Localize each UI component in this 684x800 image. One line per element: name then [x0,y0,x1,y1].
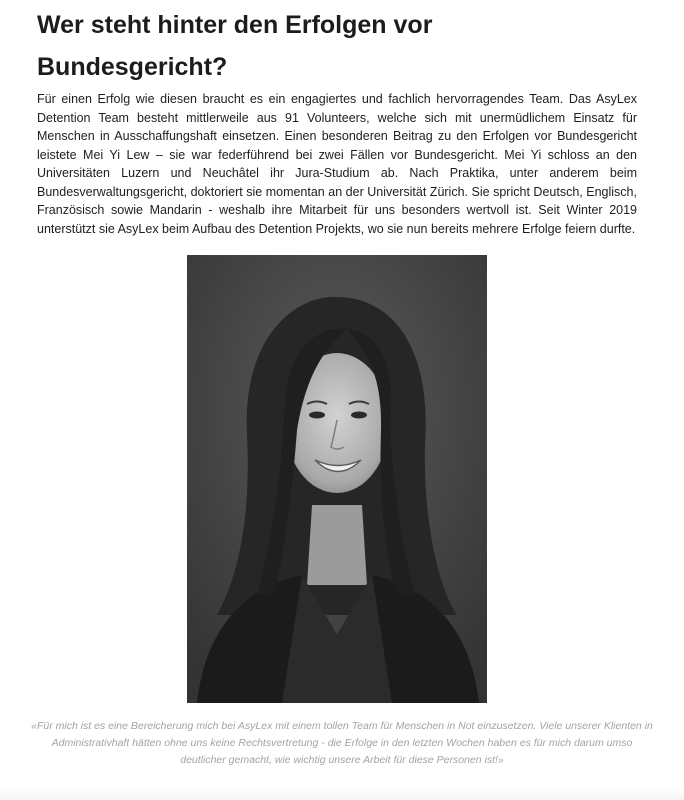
testimonial-quote: «Für mich ist es eine Bereicherung mich bei AsyLex mit einem tollen Team für Menschen in Not einzusetzen. Viele unserer Klienten in Administrativhaft hätten ohne uns keine Rechtsvertretung - die Erfolge in den letzten Wochen haben es für mich darum umso deutlicher gemacht, wie wichtig unsere Arbeit für diese Personen ist!» [31,720,653,766]
article-headline: Wer steht hinter den Erfolgen vor Bundesgericht? [37,11,433,81]
page-bottom-edge [0,786,684,800]
neck [307,505,367,585]
article-intro-paragraph: Für einen Erfolg wie diesen braucht es ein engagiertes und fachlich hervorragendes Team. Das AsyLex Detention Team besteht mittlerweile aus 91 Volunteers, welche sich mit unermüdlichem Einsatz für Menschen in Ausschaffungshaft einsetzen. Einen besonderen Beitrag zu den Erfolgen vor Bundesgericht leistete Mei Yi Lew – sie war federführend bei zwei Fällen vor Bundesgericht. Mei Yi schloss an den Universitäten Luzern und Neuchâtel ihr Jura-Studium ab. Nach Praktika, unter anderem beim Bundesverwaltungsgericht, doktoriert sie momentan an der Universität Zürich. Sie spricht Deutsch, Englisch, Französisch sowie Mandarin - weshalb ihre Mitarbeit für uns besonders wertvoll ist. Seit Winter 2019 unterstützt sie AsyLex beim Aufbau des Detention Projekts, wo sie nun bereits mehrere Erfolge feiern durfte. [37,92,637,236]
portrait-illustration [187,255,487,703]
left-eye [309,412,325,419]
right-eye [351,412,367,419]
portrait-photo [187,255,487,703]
